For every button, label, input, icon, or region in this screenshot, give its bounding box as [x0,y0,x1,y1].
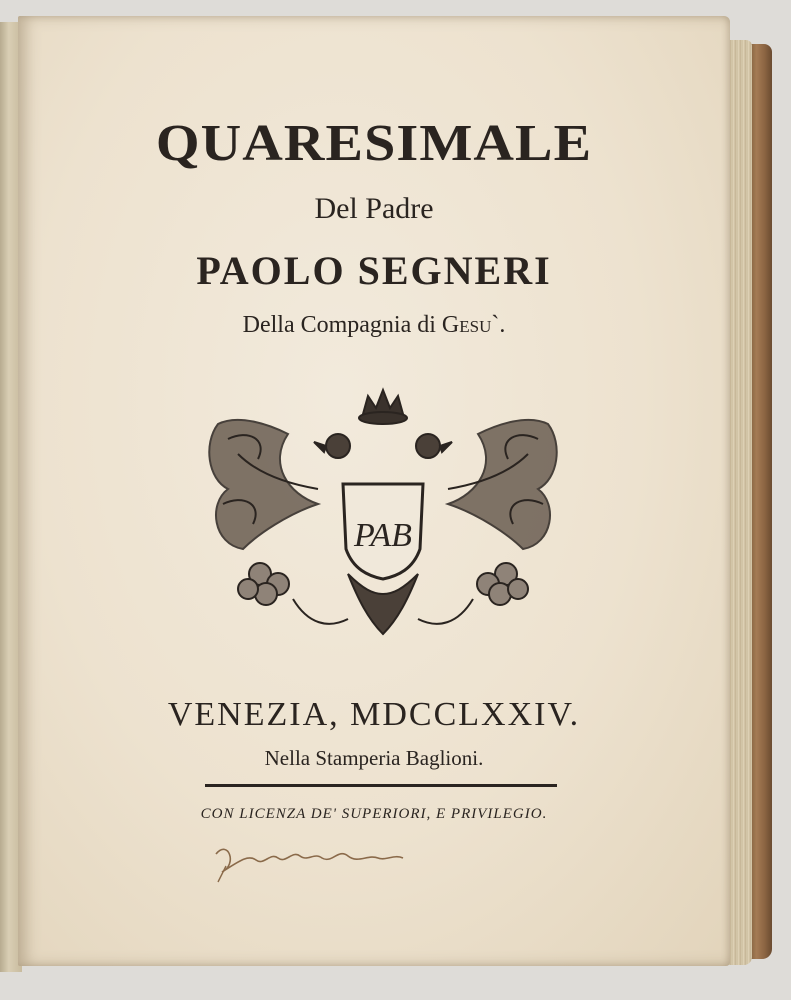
left-eagle-head-icon [326,434,350,458]
eagle-tail-icon [348,574,418,634]
monogram-text: PAB [354,517,412,554]
license-line: CON LICENZA DE' SUPERIORI, E PRIVILEGIO. [200,806,548,822]
book-title: QUARESIMALE [155,115,593,172]
right-fruit-cluster-icon [477,563,528,605]
printer-vignette [198,384,568,654]
right-eagle-head-icon [416,434,440,458]
religious-order [18,312,730,339]
title-page [18,16,730,966]
imprint-printer: Nella Stamperia Baglioni. [264,746,484,770]
left-fruit-cluster-icon [238,563,289,605]
imprint-place-date: VENEZIA, MDCCLXXIV. [167,696,581,733]
author-prefix: Del Padre [314,192,434,225]
ownership-signature [208,834,408,884]
author-name: PAOLO SEGNERI [196,248,552,293]
left-wing-icon [209,420,318,549]
imprint-rule [205,784,557,787]
crown-icon [363,390,403,414]
religious-order-name: Gesu`. [441,312,506,338]
religious-order-prefix: Della Compagnia di [242,312,442,338]
right-wing-icon [448,420,557,549]
